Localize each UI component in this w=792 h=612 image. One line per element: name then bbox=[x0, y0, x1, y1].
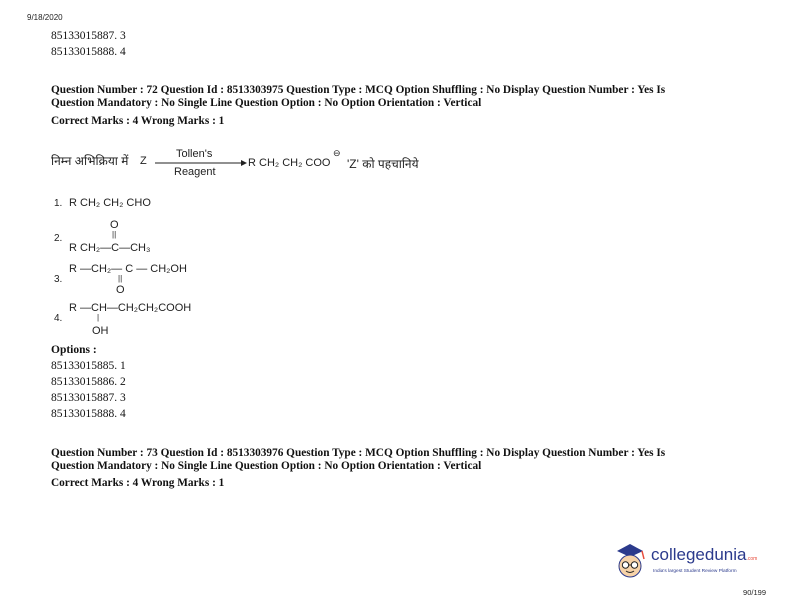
question-meta-line: Question Mandatory : No Single Line Question Option : No Option Orientation : Vertical bbox=[51, 97, 482, 109]
choice-2-double-bond: || bbox=[112, 230, 117, 239]
question-72-marks: Correct Marks : 4 Wrong Marks : 1 bbox=[51, 115, 225, 127]
option-item: 85133015887. 3 bbox=[51, 392, 126, 404]
product-formula: R CH₂ CH₂ COO bbox=[248, 157, 331, 169]
options-label: Options : bbox=[51, 344, 97, 356]
question-meta-line: Question Number : 72 Question Id : 8513303975 Question Type : MCQ Option Shuffling : No Display Question Number : Yes Is bbox=[51, 84, 666, 96]
choice-4-hydroxyl: OH bbox=[92, 325, 109, 337]
brand-suffix: .com bbox=[746, 556, 758, 562]
print-date: 9/18/2020 bbox=[27, 13, 63, 22]
question-73-header bbox=[51, 447, 741, 473]
mascot-icon bbox=[611, 541, 649, 581]
question-meta-line: Question Mandatory : No Single Line Question Option : No Option Orientation : Vertical bbox=[51, 460, 482, 472]
option-item: 85133015887. 3 bbox=[51, 30, 126, 42]
negative-charge-icon: ⊖ bbox=[333, 148, 341, 158]
arrow-top-label: Tollen's bbox=[176, 148, 213, 160]
brand-name: collegedunia bbox=[651, 545, 747, 564]
question-stem-prefix: निम्न अभिक्रिया में bbox=[51, 154, 129, 168]
question-meta-line: Question Number : 73 Question Id : 8513303976 Question Type : MCQ Option Shuffling : No Display Question Number : Yes Is bbox=[51, 447, 666, 459]
option-item: 85133015888. 4 bbox=[51, 408, 126, 420]
prev-option-list bbox=[51, 28, 126, 60]
option-item: 85133015886. 2 bbox=[51, 376, 126, 388]
option-list bbox=[51, 358, 126, 422]
arrow-bottom-label: Reagent bbox=[174, 166, 216, 178]
page-number: 90/199 bbox=[743, 588, 766, 597]
choice-3-oxygen: O bbox=[116, 284, 125, 296]
choice-1-number: 1. bbox=[54, 198, 63, 209]
choice-3-double-bond: || bbox=[118, 274, 123, 283]
reactant-z: Z bbox=[140, 155, 147, 167]
choice-4-number: 4. bbox=[54, 313, 63, 324]
option-item: 85133015888. 4 bbox=[51, 46, 126, 58]
choice-4-structure: R —CH—CH₂CH₂COOH bbox=[69, 302, 192, 314]
brand-logo bbox=[611, 541, 771, 581]
brand-tagline: India's largest Student Review Platform bbox=[653, 569, 737, 574]
choice-3-structure: R —CH₂— C — CH₂OH bbox=[69, 263, 187, 275]
question-73-marks: Correct Marks : 4 Wrong Marks : 1 bbox=[51, 477, 225, 489]
choice-2-number: 2. bbox=[54, 233, 63, 244]
choice-2-oxygen: O bbox=[110, 219, 119, 231]
option-item: 85133015885. 1 bbox=[51, 360, 126, 372]
question-stem-suffix: 'Z' को पहचानिये bbox=[347, 157, 419, 171]
choice-4-single-bond: | bbox=[97, 313, 100, 322]
choice-2-structure: R CH₂—C—CH₃ bbox=[69, 242, 151, 254]
choice-3-number: 3. bbox=[54, 274, 63, 285]
choice-1-structure: R CH₂ CH₂ CHO bbox=[69, 197, 151, 209]
question-72-header bbox=[51, 84, 741, 110]
